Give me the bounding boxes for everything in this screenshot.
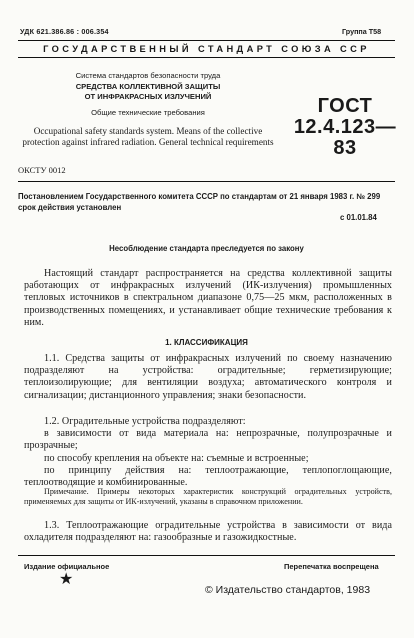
gost-number: 12.4.123—83 bbox=[293, 116, 397, 159]
gost-designation bbox=[290, 96, 400, 159]
header-rule bbox=[18, 57, 395, 58]
top-rule bbox=[18, 40, 395, 41]
standard-header: ГОСУДАРСТВЕННЫЙ СТАНДАРТ СОЮЗА ССР bbox=[43, 44, 370, 54]
official-edition: Издание официальное bbox=[24, 562, 110, 571]
title-block bbox=[18, 71, 278, 118]
star-icon: ★ bbox=[59, 571, 74, 588]
reprint-notice: Перепечатка воспрещена bbox=[284, 562, 379, 571]
clause-1-2 bbox=[24, 416, 392, 489]
clause-1-1: 1.1. Средства защиты от инфракрасных излучений по своему назначению подразделяют на устройства: оградительные; герметизирующие; теплоизолирующие; для вентиляции воздуха; автоматического контроля и сигнализации; дистанционного управления; знаки безопасности. bbox=[24, 353, 392, 401]
okstu-code: ОКСТУ 0012 bbox=[18, 165, 66, 175]
effective-date: с 01.01.84 bbox=[340, 213, 377, 222]
english-title: Occupational safety standards system. Means of the collective protection against infrared radiation. General technical requirements bbox=[22, 126, 274, 147]
title-line-2: ОТ ИНФРАКРАСНЫХ ИЗЛУЧЕНИЙ bbox=[84, 92, 212, 101]
copyright-line: © Издательство стандартов, 1983 bbox=[205, 584, 371, 596]
decree-text: Постановлением Государственного комитета СССР по стандартам от 21 января 1983 г. № 299 срок действия установлен bbox=[18, 192, 381, 212]
system-name: Система стандартов безопасности труда bbox=[75, 71, 221, 80]
clause-1-2-b: по способу крепления на объекте на: съемные и встроенные; bbox=[44, 452, 309, 464]
intro-paragraph: Настоящий стандарт распространяется на средства коллективной защиты работающих от инфракрасных излучений (ИК-излучения) промышленных тепловых источников в спектральном диапазоне 0,75—25 мкм, расположенных в производственных помещениях, и устанавливает общие технические требования к ним. bbox=[24, 268, 392, 328]
clause-1-2-c: по принципу действия на: теплоотражающие, теплопоглощающие, теплоотводящие и комбинированные. bbox=[24, 464, 392, 489]
clause-1-3: 1.3. Теплоотражающие оградительные устройства в зависимости от вида охладителя подразделяют на: газообразные и газожидкостные. bbox=[24, 520, 392, 544]
udk-code: УДК 621.386.86 : 006.354 bbox=[20, 27, 109, 36]
section-title: 1. КЛАССИФИКАЦИЯ bbox=[165, 338, 248, 347]
note-paragraph: Примечание. Примеры некоторых характеристик конструкций оградительных устройств, применяемых для защиты от ИК-излучений, указаны в справочном приложении. bbox=[24, 487, 392, 506]
clause-1-2-intro: 1.2. Оградительные устройства подразделяют: bbox=[44, 416, 246, 427]
okstu-rule bbox=[18, 181, 395, 182]
title-line-1: СРЕДСТВА КОЛЛЕКТИВНОЙ ЗАЩИТЫ bbox=[75, 81, 221, 91]
clause-1-2-a: в зависимости от вида материала на: непрозрачные, полупрозрачные и прозрачные; bbox=[24, 428, 392, 452]
legal-warning: Несоблюдение стандарта преследуется по закону bbox=[109, 244, 304, 253]
footer-rule bbox=[18, 555, 395, 556]
gost-label: ГОСТ bbox=[317, 95, 373, 117]
group-code: Группа Т58 bbox=[342, 27, 382, 36]
title-requirements: Общие технические требования bbox=[91, 107, 205, 117]
